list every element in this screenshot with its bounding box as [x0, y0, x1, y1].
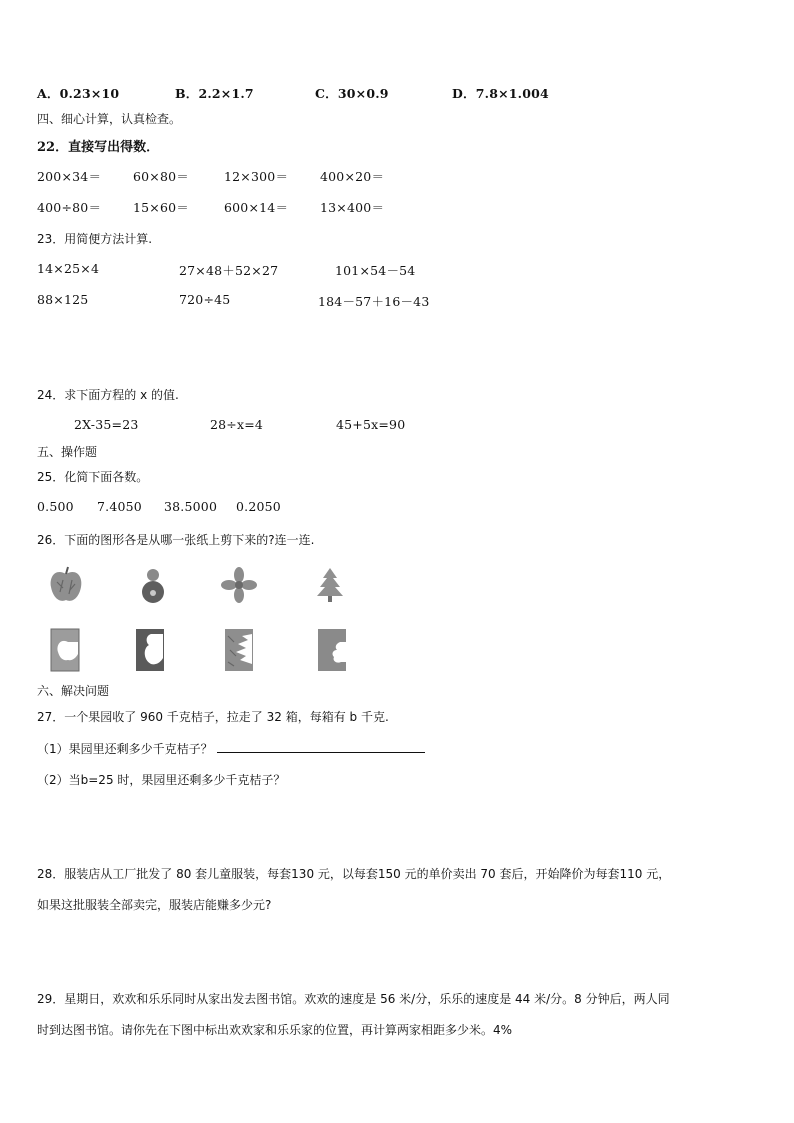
q24-eq-1: 2X-35=23	[74, 417, 139, 432]
q22-title: 22．直接写出得数．	[37, 140, 160, 155]
q22-r2-c3: 600×14＝	[224, 200, 289, 215]
q23-r1-c1: 14×25×4	[37, 261, 100, 276]
q28-line1: 28．服装店从工厂批发了 80 套儿童服装，每套130 元，以每套150 元的单价卖出 70 套后，开始降价为每套110 元，	[37, 867, 671, 881]
q23-r2-c1: 88×125	[37, 292, 89, 307]
q25-title: 25．化简下面各数。	[37, 470, 149, 484]
option-b: B．2.2×1.7	[175, 86, 254, 101]
q29-line1: 29．星期日，欢欢和乐乐同时从家出发去图书馆。欢欢的速度是 56 米/分，乐乐的速度是 44 米/分。8 分钟后，两人同	[37, 992, 670, 1006]
q25-num-1: 0.500	[37, 499, 74, 514]
paper-piece-3-icon	[224, 628, 254, 672]
section-5-heading: 五、操作题	[37, 445, 98, 459]
q25-num-2: 7.4050	[97, 499, 142, 514]
q22-r2-c1: 400÷80＝	[37, 200, 102, 215]
q23-r1-c3: 101×54－54	[335, 263, 416, 278]
q25-num-4: 0.2050	[236, 499, 281, 514]
q29-line2: 时到达图书馆。请你先在下图中标出欢欢家和乐乐家的位置，再计算两家相距多少米。4%	[37, 1023, 513, 1037]
option-a: A．0.23×10	[37, 86, 120, 101]
q22-r2-c4: 13×400＝	[320, 200, 385, 215]
q23-title: 23．用简便方法计算.	[37, 232, 153, 246]
flower-shape-icon	[220, 566, 258, 604]
tree-shape-icon	[314, 566, 346, 604]
q28-line2: 如果这批服装全部卖完，服装店能赚多少元?	[37, 898, 272, 912]
gourd-shape-icon	[138, 566, 168, 604]
q22-r2-c2: 15×60＝	[133, 200, 189, 215]
q27-sub1-text: （1）果园里还剩多少千克桔子？	[37, 742, 213, 756]
q27-title: 27．一个果园收了 960 千克桔子，拉走了 32 箱，每箱有 b 千克.	[37, 710, 389, 724]
q23-r2-c2: 720÷45	[179, 292, 231, 307]
option-c: C．30×0.9	[315, 86, 389, 101]
paper-piece-1-icon	[50, 628, 80, 672]
q27-answer-blank[interactable]	[217, 740, 425, 753]
section-6-heading: 六、解决问题	[37, 684, 110, 698]
q24-eq-3: 45+5x=90	[336, 417, 406, 432]
q24-title: 24．求下面方程的 x 的值.	[37, 388, 179, 402]
q22-r1-c3: 12×300＝	[224, 169, 289, 184]
q27-sub1	[37, 740, 425, 757]
q26-title: 26．下面的图形各是从哪一张纸上剪下来的?连一连.	[37, 533, 315, 547]
q22-r1-c1: 200×34＝	[37, 169, 102, 184]
option-d: D．7.8×1.004	[452, 86, 549, 101]
apple-shape-icon	[48, 566, 84, 604]
q24-eq-2: 28÷x=4	[210, 417, 264, 432]
q27-sub2: （2）当b=25 时，果园里还剩多少千克桔子？	[37, 773, 286, 787]
section-4-heading: 四、细心计算，认真检查。	[37, 112, 182, 126]
paper-piece-2-icon	[135, 628, 165, 672]
q22-r1-c2: 60×80＝	[133, 169, 189, 184]
q23-r1-c2: 27×48＋52×27	[179, 263, 279, 278]
q22-r1-c4: 400×20＝	[320, 169, 385, 184]
q25-num-3: 38.5000	[164, 499, 218, 514]
q23-r2-c3: 184－57＋16－43	[318, 294, 430, 309]
paper-piece-4-icon	[317, 628, 347, 672]
